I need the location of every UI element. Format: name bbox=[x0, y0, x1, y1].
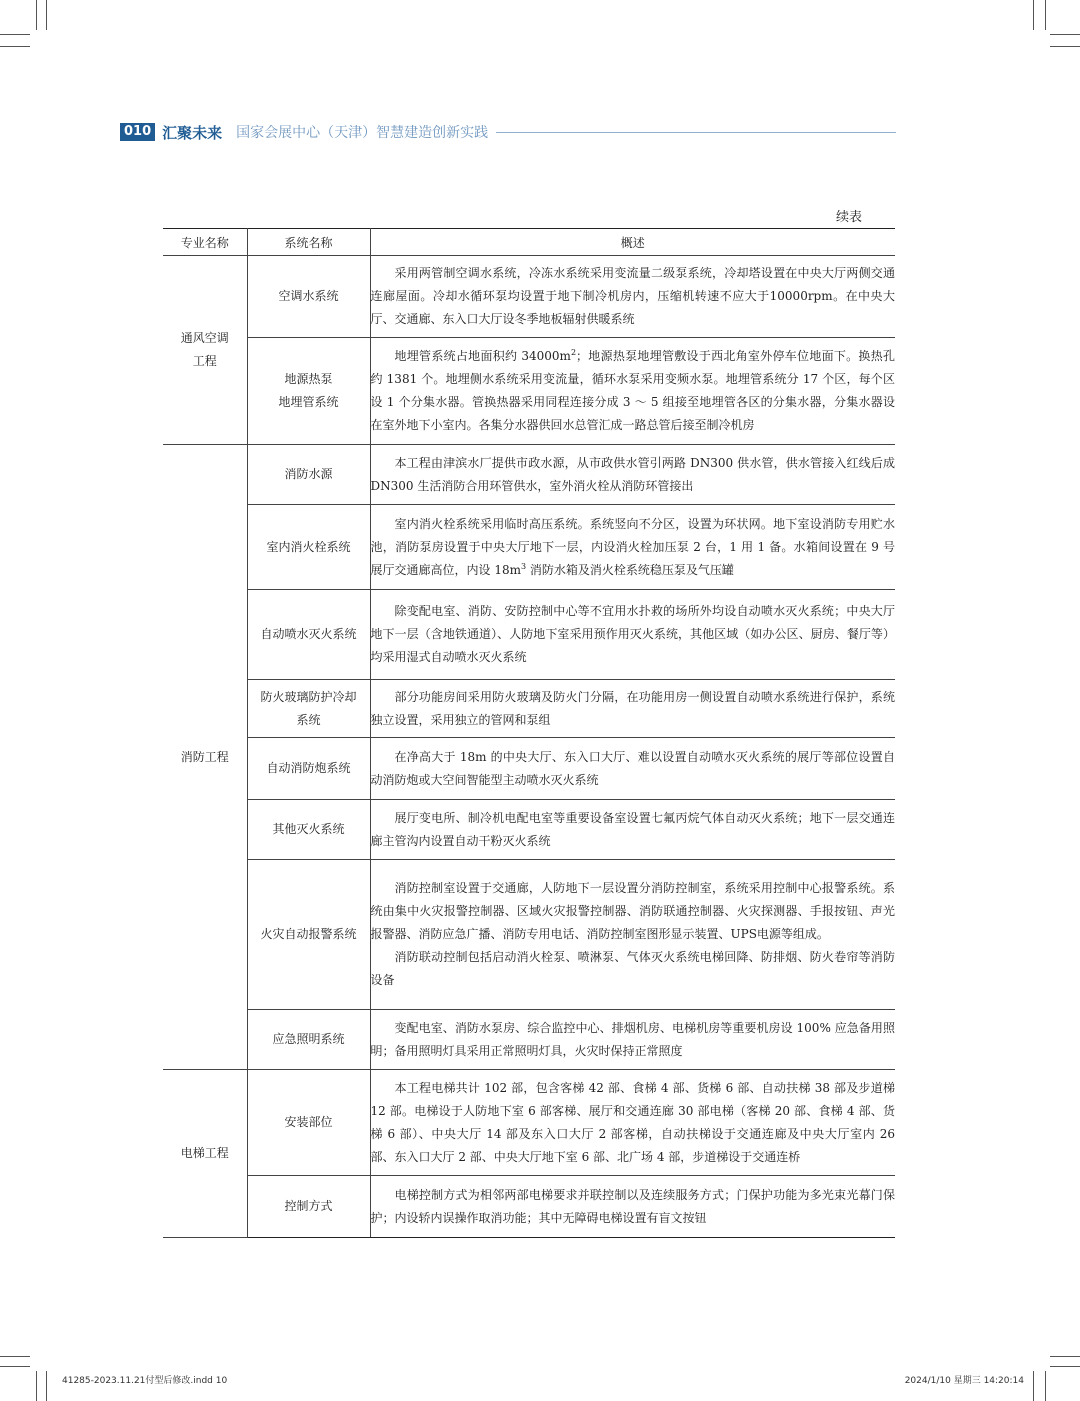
system-name: 安装部位 bbox=[284, 1115, 333, 1129]
header-rule bbox=[496, 132, 896, 133]
crop-mark bbox=[1050, 34, 1080, 35]
crop-mark bbox=[1045, 1371, 1046, 1401]
crop-mark bbox=[1033, 1371, 1034, 1401]
system-name: 应急照明系统 bbox=[272, 1032, 345, 1046]
system-name-cell bbox=[247, 738, 370, 800]
overview-cell bbox=[370, 505, 895, 590]
overview-cell bbox=[370, 680, 895, 738]
crop-mark bbox=[1045, 0, 1046, 30]
system-name: 防火玻璃防护冷却 bbox=[260, 689, 357, 704]
specialty-name: 通风空调 bbox=[180, 331, 229, 345]
table-row bbox=[163, 505, 895, 590]
header-cell-system: 系统名称 bbox=[247, 229, 370, 256]
table-row bbox=[163, 800, 895, 860]
header-cell-overview: 概述 bbox=[370, 229, 895, 256]
crop-mark bbox=[0, 1366, 30, 1367]
header-cell-specialty: 专业名称 bbox=[163, 229, 247, 256]
specialty-name: 工程 bbox=[192, 354, 217, 368]
system-name: 控制方式 bbox=[284, 1199, 333, 1213]
crop-mark bbox=[46, 0, 47, 30]
table-row bbox=[163, 1010, 895, 1070]
crop-mark bbox=[0, 34, 30, 35]
system-name-cell bbox=[247, 256, 370, 338]
table-row bbox=[163, 445, 895, 505]
overview-cell bbox=[370, 1176, 895, 1238]
overview-text: 本工程由津滨水厂提供市政水源，从市政供水管引两路 DN300 供水管，供水管接入红线后成 DN300 生活消防合用环管供水，室外消火栓从消防环管接出 bbox=[370, 455, 895, 493]
systems-table bbox=[163, 228, 895, 1238]
overview-text: 地埋管系统占地面积约 $34000m^2$；地源热泵地埋管敷设于西北角室外停车位地面下。换热孔约 1381 个。地埋侧水系统采用变流量，循环水泵采用变频水泵。地埋管系统分 17 个区，每个区设 1 个分集水器。管换热器采用同程连接分成 3 ～ 5 组接至地埋管各区的分集水器，分集水器设在室外地下小室内。各集分水器供回水总管汇成一路总管后接至制冷机房 bbox=[370, 348, 895, 432]
crop-mark bbox=[36, 0, 37, 30]
system-name: 空调水系统 bbox=[278, 289, 339, 303]
system-name-cell bbox=[247, 860, 370, 1010]
system-name: 火灾自动报警系统 bbox=[260, 927, 357, 941]
overview-text: 电梯控制方式为相邻两部电梯要求并联控制以及连续服务方式；门保护功能为多光束光幕门保护；内设轿内误操作取消功能；其中无障碍电梯设置有盲文按钮 bbox=[370, 1187, 895, 1225]
specialty-cell bbox=[163, 445, 247, 1070]
overview-text: 室内消火栓系统采用临时高压系统。系统竖向不分区，设置为环状网。地下室设消防专用贮水池，消防泵房设置于中央大厅地下一层，内设消火栓加压泵 2 台，1 用 1 备。水箱间设置在 9 号展厅交通廊高位，内设 $18m^3$ 消防水箱及消火栓系统稳压泵及气压罐 bbox=[370, 516, 895, 577]
overview-text: 部分功能房间采用防火玻璃及防火门分隔，在功能用房一侧设置自动喷水系统进行保护，系统独立设置，采用独立的管网和泵组 bbox=[370, 689, 895, 727]
overview-text: 消防联动控制包括启动消火栓泵、喷淋泵、气体灭火系统电梯回降、防排烟、防火卷帘等消防设备 bbox=[370, 950, 895, 987]
book-title: 汇聚未来 bbox=[162, 123, 223, 142]
system-name-cell bbox=[247, 680, 370, 738]
system-name: 地源热泵 bbox=[284, 372, 333, 386]
overview-text: 展厅变电所、制冷机电配电室等重要设备室设置七氟丙烷气体自动灭火系统；地下一层交通连廊主管沟内设置自动干粉灭火系统 bbox=[370, 810, 895, 848]
table-row bbox=[163, 256, 895, 338]
overview-cell bbox=[370, 738, 895, 800]
continued-label: 续表 bbox=[836, 210, 863, 225]
footer-file-info: 41285-2023.11.21付型后修改.indd 10 bbox=[62, 1376, 228, 1386]
crop-mark bbox=[1050, 1356, 1080, 1357]
table-row bbox=[163, 860, 895, 1010]
book-subtitle: 国家会展中心（天津）智慧建造创新实践 bbox=[236, 125, 489, 141]
system-name-cell bbox=[247, 800, 370, 860]
overview-cell bbox=[370, 860, 895, 1010]
overview-text: 变配电室、消防水泵房、综合监控中心、排烟机房、电梯机房等重要机房设 100% 应急备用照明；备用照明灯具采用正常照明灯具，火灾时保持正常照度 bbox=[370, 1020, 895, 1058]
system-name-cell bbox=[247, 590, 370, 680]
overview-cell bbox=[370, 1070, 895, 1176]
overview-cell bbox=[370, 800, 895, 860]
system-name-cell bbox=[247, 505, 370, 590]
overview-cell bbox=[370, 590, 895, 680]
table-row bbox=[163, 680, 895, 738]
system-name-cell bbox=[247, 1176, 370, 1238]
table-row bbox=[163, 590, 895, 680]
overview-cell bbox=[370, 1010, 895, 1070]
table-row bbox=[163, 338, 895, 445]
overview-text: 消防控制室设置于交通廊，人防地下一层设置分消防控制室，系统采用控制中心报警系统。系统由集中火灾报警控制器、区域火灾报警控制器、消防联通控制器、火灾探测器、手报按钮、声光报警器、消防应急广播、消防专用电话、消防控制室图形显示装置、UPS电源等组成。 bbox=[370, 881, 895, 941]
crop-mark bbox=[1050, 46, 1080, 47]
table-row bbox=[163, 1176, 895, 1238]
table-header-row bbox=[163, 229, 895, 256]
system-name: 消防水源 bbox=[284, 467, 333, 481]
system-name: 室内消火栓系统 bbox=[266, 539, 351, 554]
footer-timestamp: 2024/1/10 星期三 14:20:14 bbox=[904, 1376, 1024, 1386]
table-body bbox=[163, 256, 895, 1238]
overview-text: 本工程电梯共计 102 部，包含客梯 42 部、食梯 4 部、货梯 6 部、自动扶梯 38 部及步道梯 12 部。电梯设于人防地下室 6 部客梯、展厅和交通连廊 30 部电梯（客梯 20 部、食梯 4 部、货梯 6 部）、中央大厅 14 部及东入口大厅 2 部客梯，自动扶梯设于交通连廊及中央大厅室内 26 部、东入口大厅 2 部、中央大厅地下室 6 部、北广场 4 部，步道梯设于交通连桥 bbox=[370, 1080, 895, 1164]
running-header bbox=[120, 121, 896, 143]
crop-mark bbox=[1033, 0, 1034, 30]
crop-mark bbox=[36, 1371, 37, 1401]
system-name-cell bbox=[247, 1070, 370, 1176]
overview-cell bbox=[370, 445, 895, 505]
system-name: 自动消防炮系统 bbox=[266, 761, 351, 775]
system-name: 地埋管系统 bbox=[278, 395, 339, 409]
specialty-name: 电梯工程 bbox=[180, 1146, 229, 1160]
system-name-cell bbox=[247, 1010, 370, 1070]
crop-mark bbox=[46, 1371, 47, 1401]
overview-cell bbox=[370, 256, 895, 338]
overview-text: 除变配电室、消防、安防控制中心等不宜用水扑救的场所外均设自动喷水灭火系统；中央大厅地下一层（含地铁通道）、人防地下室采用预作用灭火系统，其他区域（如办公区、厨房、餐厅等）均采用湿式自动喷水灭火系统 bbox=[370, 604, 895, 664]
crop-mark bbox=[0, 1356, 30, 1357]
page-number: 010 bbox=[120, 123, 155, 141]
table-row bbox=[163, 738, 895, 800]
system-name: 自动喷水灭火系统 bbox=[260, 627, 357, 641]
specialty-cell bbox=[163, 1070, 247, 1238]
table-row bbox=[163, 1070, 895, 1176]
overview-cell bbox=[370, 338, 895, 445]
overview-text: 采用两管制空调水系统，冷冻水系统采用变流量二级泵系统，冷却塔设置在中央大厅两侧交通连廊屋面。冷却水循环泵均设置于地下制冷机房内，压缩机转速不应大于10000rpm。在中央大厅、交通廊、东入口大厅设冬季地板辐射供暖系统 bbox=[370, 266, 895, 326]
specialty-cell bbox=[163, 256, 247, 445]
system-name: 其他灭火系统 bbox=[272, 822, 345, 836]
specialty-name: 消防工程 bbox=[180, 749, 229, 764]
system-name-cell bbox=[247, 445, 370, 505]
overview-text: 在净高大于 18m 的中央大厅、东入口大厅、难以设置自动喷水灭火系统的展厅等部位设置自动消防炮或大空间智能型主动喷水灭火系统 bbox=[370, 749, 895, 787]
crop-mark bbox=[0, 46, 30, 47]
system-name: 系统 bbox=[296, 712, 321, 727]
system-name-cell bbox=[247, 338, 370, 445]
crop-mark bbox=[1050, 1366, 1080, 1367]
